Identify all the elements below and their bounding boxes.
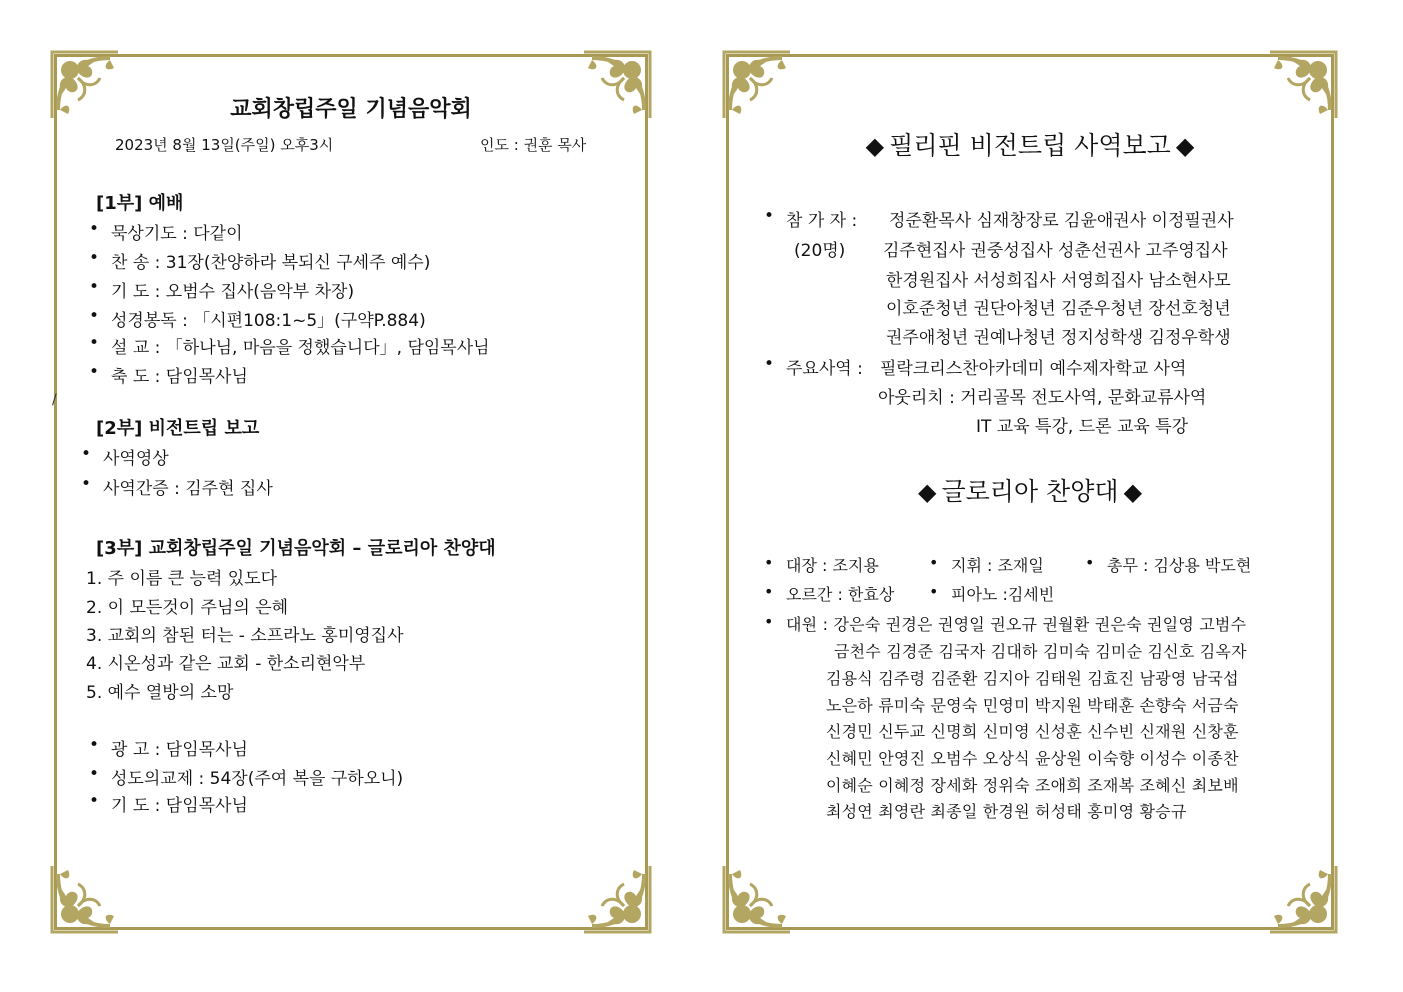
participants-label: • 참 가 자 : [786,206,857,231]
participants-line: 정준환목사 심재창장로 김윤애권사 이정필권사 [889,211,1234,231]
section-heading-choir: ◆ 글로리아 찬양대 ◆ [917,477,1143,506]
choir-members-line: 노은하 류미숙 문영숙 민영미 박지원 박태훈 손향숙 서금숙 [826,696,1239,715]
list-item: • 찬 송 : 31장(찬양하라 복되신 구세주 예수) [111,248,430,273]
right-page [720,48,1340,936]
corner-ornament-icon [48,862,122,936]
list-item: 5. 예수 열방의 소망 [86,683,234,703]
choir-piano: • 피아노 :김세빈 [951,582,1054,605]
participants-count: (20명) [794,241,846,261]
participants-line: 권주애청년 권예나청년 정지성학생 김정우학생 [886,328,1231,348]
list-item: • 기 도 : 담임목사님 [111,791,248,816]
part1-heading: [1부] 예배 [96,193,184,214]
corner-ornament-icon [1266,862,1340,936]
choir-members-line: 신혜민 안영진 오범수 오상식 윤상원 이숙향 이성수 이종찬 [826,749,1239,768]
corner-ornament-icon [720,48,794,122]
participants-line: 이호준청년 권단아청년 김준우청년 장선호청년 [886,299,1231,319]
event-date: 2023년 8월 13일(주일) 오후3시 [115,136,334,154]
part3-heading: [3부] 교회창립주일 기념음악회 – 글로리아 찬양대 [96,538,496,559]
corner-ornament-icon [1266,48,1340,122]
page-title: 교회창립주일 기념음악회 [230,97,472,122]
diamond-icon: ◆ [1123,478,1143,506]
choir-members-line: 신경민 신두교 신명희 신미영 신성훈 신수빈 신재원 신창훈 [826,722,1239,741]
diamond-icon: ◆ [1175,132,1195,160]
stray-mark: / [52,392,57,408]
choir-members-line: 금천수 김경준 김국자 김대하 김미숙 김미순 김신호 김옥자 [834,642,1247,661]
diamond-icon: ◆ [865,132,885,160]
list-item: • 묵상기도 : 다같이 [111,219,243,244]
corner-ornament-icon [720,862,794,936]
ministry-outreach: 아웃리치 : 거리골목 전도사역, 문화교류사역 [878,388,1207,408]
list-item: 3. 교회의 참된 터는 - 소프라노 홍미영집사 [86,626,404,646]
section-heading-trip: ◆ 필리핀 비전트립 사역보고 ◆ [865,131,1195,160]
list-item: • 축 도 : 담임목사님 [111,362,248,387]
list-item: • 광 고 : 담임목사님 [111,735,248,760]
list-item: • 성도의교제 : 54장(주여 복을 구하오니) [111,764,403,789]
ministry-label: • 주요사역 : [786,354,863,379]
choir-conductor: • 지휘 : 조재일 [951,553,1044,576]
choir-leader: • 대장 : 조지용 [786,553,879,576]
list-item: 4. 시온성과 같은 교회 - 한소리현악부 [86,654,366,674]
choir-members-line: • 대원 : 강은숙 권경은 권영일 권오규 권월환 권은숙 권일영 고범수 [786,612,1246,635]
ministry-value: 필락크리스찬아카데미 예수제자학교 사역 [880,359,1187,379]
list-item: • 사역간증 : 김주현 집사 [103,474,273,499]
choir-organ: • 오르간 : 한효상 [786,582,894,605]
choir-members-line: 최성연 최영란 최종일 한경원 허성태 홍미영 황승규 [826,802,1187,821]
participants-line: 한경원집사 서성희집사 서영희집사 남소현사모 [886,271,1231,291]
list-item: 2. 이 모든것이 주님의 은혜 [86,598,289,618]
list-item: • 기 도 : 오범수 집사(음악부 차장) [111,277,354,302]
part2-heading: [2부] 비전트립 보고 [96,418,260,439]
list-item: • 성경봉독 : 「시편108:1~5」(구약P.884) [111,306,426,331]
list-item: • 사역영상 [103,444,169,469]
participants-line: 김주현집사 권중성집사 성춘선권사 고주영집사 [883,241,1228,261]
choir-manager: • 총무 : 김상용 박도현 [1107,553,1251,576]
left-page [48,48,654,936]
corner-ornament-icon [580,862,654,936]
choir-members-line: 이혜순 이혜정 장세화 정위숙 조애희 조재복 조혜신 최보배 [826,776,1239,795]
choir-members-line: 김용식 김주령 김준환 김지아 김태원 김효진 남광영 남국섭 [826,669,1239,688]
ministry-extra: IT 교육 특강, 드론 교육 특강 [976,417,1189,437]
list-item: • 설 교 : 「하나님, 마음을 정했습니다」, 담임목사님 [111,333,490,358]
diamond-icon: ◆ [917,478,937,506]
list-item: 1. 주 이름 큰 능력 있도다 [86,569,278,589]
event-leader: 인도 : 권훈 목사 [480,136,587,154]
